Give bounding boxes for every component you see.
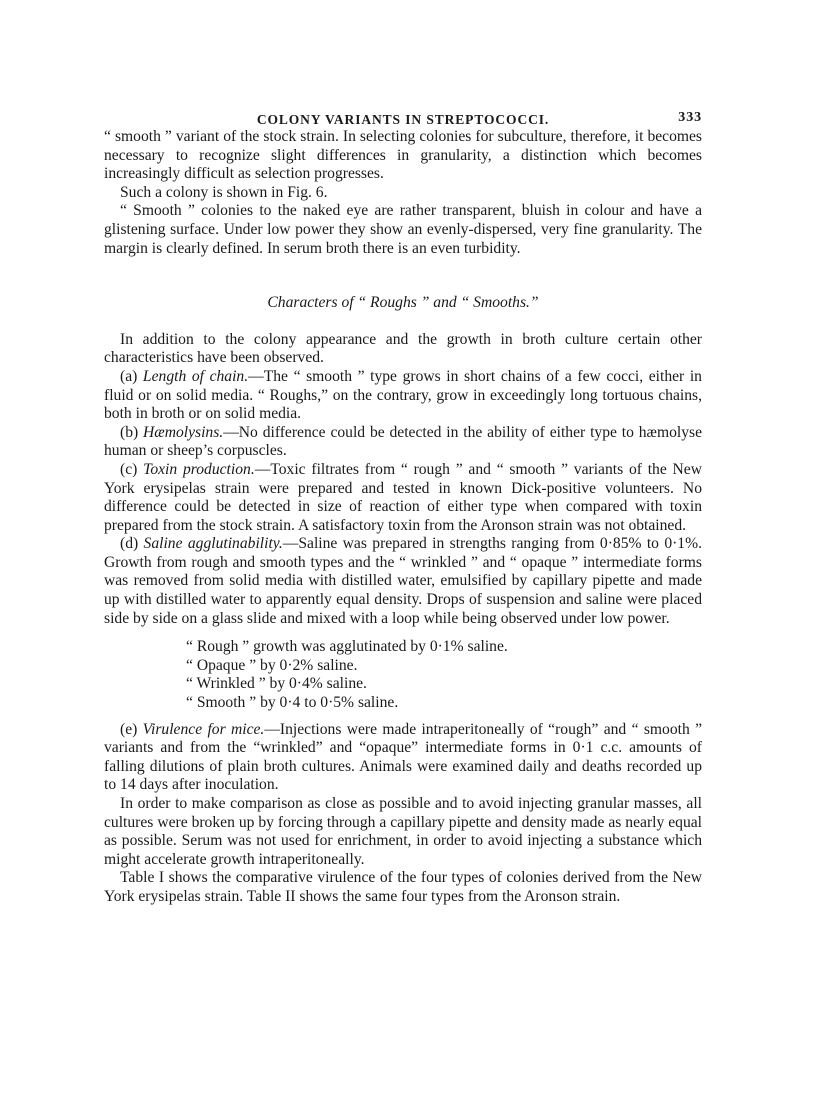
- paragraph-section-intro: In addition to the colony appearance and the growth in broth culture certain other characteristics have been observed.: [104, 330, 702, 367]
- item-d-text: —Saline was prepared in strengths ranging from 0·85% to 0·1%. Growth from rough and smooth types and the “ wrinkled ” and “ opaque ” intermediate forms was removed from solid media with distilled water, emulsified by capillary pipette and made up with distilled water to apparently equal density. Drops of suspension and saline were placed side by side on a glass slide and mixed with a loop while being observed under low power.: [104, 535, 702, 627]
- item-c-text: —Toxic filtrates from “ rough ” and “ smooth ” variants of the New York erysipelas strain were prepared and tested in known Dick-positive volunteers. No difference could be detected in size of reaction of either type when compared with toxin prepared from the stock strain. A satisfactory toxin from the Aronson strain was not obtained.: [104, 460, 702, 534]
- item-c-label: (c): [120, 460, 138, 478]
- result-wrinkled: “ Wrinkled ” by 0·4% saline.: [186, 675, 367, 693]
- running-header: [104, 100, 702, 128]
- item-a-text: —The “ smooth ” type grows in short chains of a few cocci, either in fluid or on solid media. “ Roughs,” on the contrary, grow in exceedingly long tortuous chains, both in broth or on solid media.: [104, 367, 702, 423]
- item-a-label: (a): [120, 367, 138, 385]
- item-e-virulence-for-mice: [104, 721, 702, 795]
- item-a-length-of-chain: [104, 368, 702, 424]
- item-b-label: (b): [120, 423, 139, 441]
- page-number: 333: [678, 110, 702, 125]
- item-b-text: —No difference could be detected in the ability of either type to hæmolyse human or sheep’s corpuscles.: [104, 423, 702, 460]
- item-e-text: —Injections were made intraperitoneally of “rough” and “ smooth ” variants and from the “wrinkled” and “opaque” intermediate forms in 0·1 c.c. amounts of falling dilutions of plain broth cultures. Animals were examined daily and deaths recorded up to 14 days after inoculation.: [104, 720, 702, 794]
- item-a-title: Length of chain.: [142, 367, 249, 385]
- item-c-toxin-production: [104, 461, 702, 535]
- result-smooth: “ Smooth ” by 0·4 to 0·5% saline.: [186, 694, 399, 712]
- paragraph-smooth-description: “ Smooth ” colonies to the naked eye are rather transparent, bluish in colour and have a glistening surface. Under low power they show an evenly-dispersed, very fine granularity. The margin is clearly defined. In serum broth there is an even turbidity.: [104, 202, 702, 257]
- item-b-haemolysins: [104, 424, 702, 461]
- item-b-title: Hæmolysins.: [143, 423, 224, 441]
- running-title: COLONY VARIANTS IN STREPTOCOCCI.: [256, 112, 550, 127]
- item-d-label: (d): [120, 535, 139, 553]
- paragraph-tables: Table I shows the comparative virulence of the four types of colonies derived from the New York erysipelas strain. Table II shows the same four types from the Aronson strain.: [104, 869, 702, 905]
- agglutination-results: [186, 638, 702, 712]
- paragraph-continued: “ smooth ” variant of the stock strain. In selecting colonies for subculture, therefore, it becomes necessary to recognize slight differences in granularity, a distinction which becomes increasingly difficult as selection progresses.: [104, 128, 702, 183]
- item-e-title: Virulence for mice.: [142, 720, 265, 738]
- section-heading: Characters of “ Roughs ” and “ Smooths.”: [267, 294, 539, 312]
- paragraph-comparison: In order to make comparison as close as possible and to avoid injecting granular masses, all cultures were broken up by forcing through a capillary pipette and density made as nearly equal as possible. Serum was not used for enrichment, in order to avoid injecting a substance which might accelerate growth intraperitoneally.: [104, 795, 702, 868]
- page: [104, 100, 702, 907]
- result-opaque: “ Opaque ” by 0·2% saline.: [186, 656, 358, 674]
- paragraph-fig-ref: Such a colony is shown in Fig. 6.: [120, 183, 328, 201]
- item-d-title: Saline agglutinability.: [143, 535, 283, 553]
- item-e-label: (e): [120, 720, 138, 738]
- item-d-saline-agglutinability: [104, 535, 702, 628]
- result-rough: “ Rough ” growth was agglutinated by 0·1% saline.: [186, 638, 508, 656]
- item-c-title: Toxin production.: [143, 460, 255, 478]
